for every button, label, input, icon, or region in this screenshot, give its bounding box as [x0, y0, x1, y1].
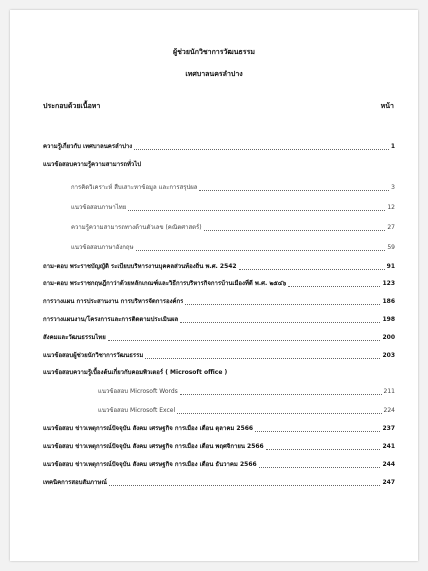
dot-leader — [128, 209, 385, 211]
toc-entry — [43, 296, 395, 307]
toc-entry-text: แนวข้อสอบ ข่าวเหตุการณ์ปัจจุบัน สังคม เศรษฐกิจ การเมือง เดือน พฤศจิกายน 2566 — [43, 443, 264, 450]
toc-entry-text: แนวข้อสอบ Microsoft Excel — [98, 407, 176, 414]
toc-entry — [43, 278, 395, 289]
toc-entry-page: 203 — [382, 352, 395, 359]
toc-entry — [71, 182, 395, 193]
dot-leader — [255, 430, 380, 432]
toc-entry-page: 198 — [382, 316, 395, 323]
dot-leader — [239, 268, 385, 270]
toc-entry-text: การวางแผนงาน/โครงการและการติดตามประเมินผล — [43, 316, 179, 323]
dot-leader — [180, 321, 380, 323]
toc-entry-page: 224 — [383, 407, 395, 414]
toc-entry-text: แนวข้อสอบภาษาอังกฤษ — [71, 244, 134, 251]
toc-entry-page: 211 — [383, 388, 395, 395]
toc-entry-text: แนวข้อสอบ ข่าวเหตุการณ์ปัจจุบัน สังคม เศรษฐกิจ การเมือง เดือน ตุลาคม 2566 — [43, 425, 254, 432]
toc-entry — [43, 261, 395, 272]
document-subtitle: เทศบาลนครลำปาง — [185, 70, 243, 78]
dot-leader — [136, 249, 386, 251]
toc-entry-text: แนวข้อสอบผู้ช่วยนักวิชาการวัฒนธรรม — [43, 352, 144, 359]
toc-entry-text: การวางแผน การประสานงาน การบริหารจัดการองค์กร — [43, 298, 184, 305]
toc-entry-text: ถาม-ตอบ พระราชกฤษฎีกาว่าด้วยหลักเกณฑ์และวิธีการบริหารกิจการบ้านเมืองที่ดี พ.ศ. ๒๕๔๖ — [43, 280, 287, 287]
document-title: ผู้ช่วยนักวิชาการวัฒนธรรม — [173, 48, 255, 56]
toc-entry-text: ความรู้ความสามารถทางด้านตัวเลข (คณิตศาสตร์) — [71, 224, 202, 231]
dot-leader — [177, 412, 381, 414]
toc-entry-page: 91 — [386, 263, 395, 270]
document-page — [10, 10, 418, 561]
toc-entry-text: ถาม-ตอบ พระราชบัญญัติ ระเบียบบริหารงานบุคคลส่วนท้องถิ่น พ.ศ. 2542 — [43, 263, 237, 270]
dot-leader — [109, 484, 381, 486]
toc-entry — [43, 441, 395, 452]
toc-entry-page: 247 — [382, 479, 395, 486]
toc-entry — [98, 386, 395, 397]
toc-entry — [43, 332, 395, 343]
toc-entry-text: แนวข้อสอบ Microsoft Words — [98, 388, 178, 395]
toc-section-heading: แนวข้อสอบความรู้เบื้องต้นเกี่ยวกับคอมพิวเตอร์ ( Microsoft office ) — [43, 369, 228, 376]
toc-entry-page: 123 — [382, 280, 395, 287]
toc-entry — [71, 202, 395, 213]
toc-entry-page: 12 — [387, 204, 395, 211]
toc-entry — [43, 141, 395, 152]
toc-entry-page: 3 — [391, 184, 395, 191]
dot-leader — [185, 303, 380, 305]
toc-entry-page: 200 — [382, 334, 395, 341]
dot-leader — [180, 393, 382, 395]
toc-entry-text: การคิดวิเคราะห์ สืบเสาะหาข้อมูล และการสรุปผล — [71, 184, 198, 191]
toc-section-heading: แนวข้อสอบความรู้ความสามารถทั่วไป — [43, 161, 142, 168]
dot-leader — [134, 148, 389, 150]
toc-entry-page: 186 — [382, 298, 395, 305]
dot-leader — [266, 448, 381, 450]
toc-entry — [43, 423, 395, 434]
toc-entry — [71, 242, 395, 253]
toc-entry — [71, 222, 395, 233]
toc-entry — [43, 350, 395, 361]
dot-leader — [108, 339, 381, 341]
dot-leader — [199, 189, 389, 191]
toc-entry-text: แนวข้อสอบภาษาไทย — [71, 204, 127, 211]
dot-leader — [259, 466, 381, 468]
toc-entry-page: 1 — [390, 143, 395, 150]
toc-entry — [98, 405, 395, 416]
dot-leader — [204, 229, 386, 231]
toc-entry-page: 244 — [382, 461, 395, 468]
toc-entry — [43, 459, 395, 470]
toc-entry-text: สังคมและวัฒนธรรมไทย — [43, 334, 106, 341]
toc-entry — [43, 477, 395, 488]
toc-entry-page: 241 — [382, 443, 395, 450]
page-column-label: หน้า — [380, 102, 394, 110]
toc-entry-page: 27 — [387, 224, 395, 231]
toc-entry-text: ความรู้เกี่ยวกับ เทศบาลนครลำปาง — [43, 143, 133, 150]
dot-leader — [288, 285, 380, 287]
dot-leader — [145, 357, 380, 359]
toc-entry-page: 237 — [382, 425, 395, 432]
toc-entry-page: 59 — [387, 244, 395, 251]
toc-entry-text: เทคนิคการสอบสัมภาษณ์ — [43, 479, 107, 486]
toc-entry — [43, 314, 395, 325]
toc-entry-text: แนวข้อสอบ ข่าวเหตุการณ์ปัจจุบัน สังคม เศรษฐกิจ การเมือง เดือน ธันวาคม 2566 — [43, 461, 257, 468]
contents-label: ประกอบด้วยเนื้อหา — [43, 102, 101, 110]
